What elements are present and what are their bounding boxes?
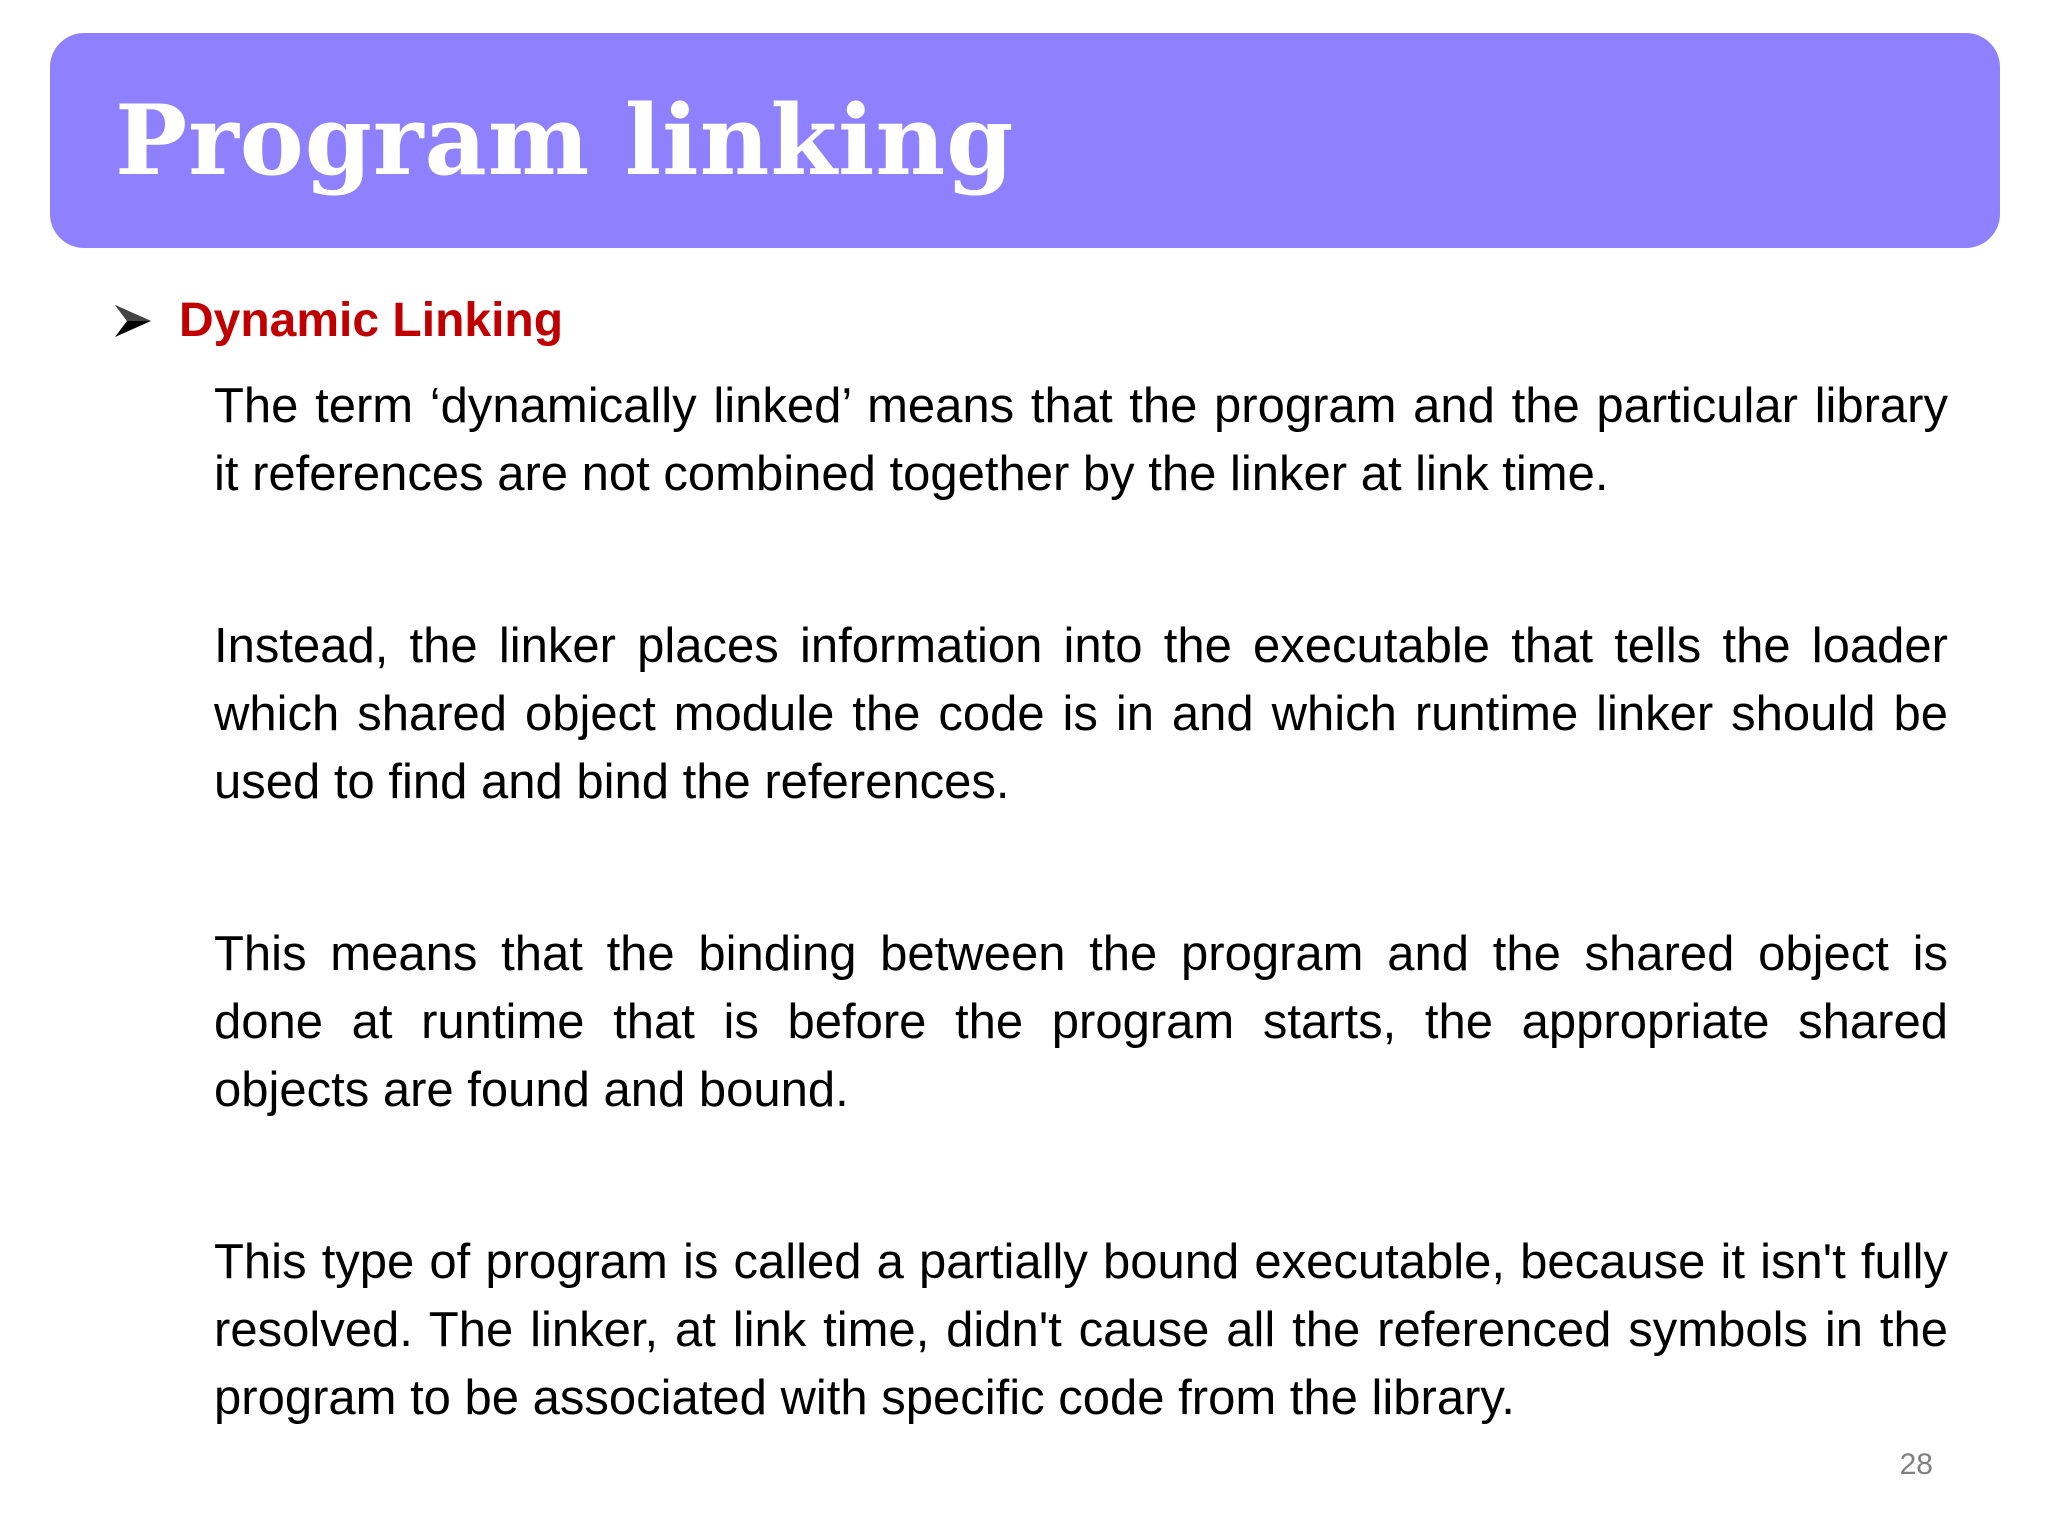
arrow-bullet-icon [113, 301, 153, 341]
paragraph-linker-places-information: Instead, the linker places information into the executable that tells the loader which shared object module the code is in and which runtime linker should be used to find and bind the references. [214, 619, 1948, 809]
paragraph-runtime-binding: This means that the binding between the program and the shared object is done at runtime that is before the program starts, the appropriate shared objects are found and bound. [214, 927, 1948, 1117]
paragraph-partially-bound-executable: This type of program is called a partially bound executable, because it isn't fully resolved. The linker, at link time, didn't cause all the referenced symbols in the program to be associated with specific code from the library. [214, 1235, 1948, 1425]
section-heading: Dynamic Linking [179, 294, 564, 347]
section-heading-row [113, 288, 563, 354]
page-number: 28 [1899, 1448, 1933, 1481]
paragraph-dynamically-linked-definition: The term ‘dynamically linked’ means that the program and the particular library it references are not combined together by the linker at link time. [214, 379, 1948, 501]
slide-title: Program linking [115, 83, 1015, 197]
title-bar [50, 33, 2000, 248]
